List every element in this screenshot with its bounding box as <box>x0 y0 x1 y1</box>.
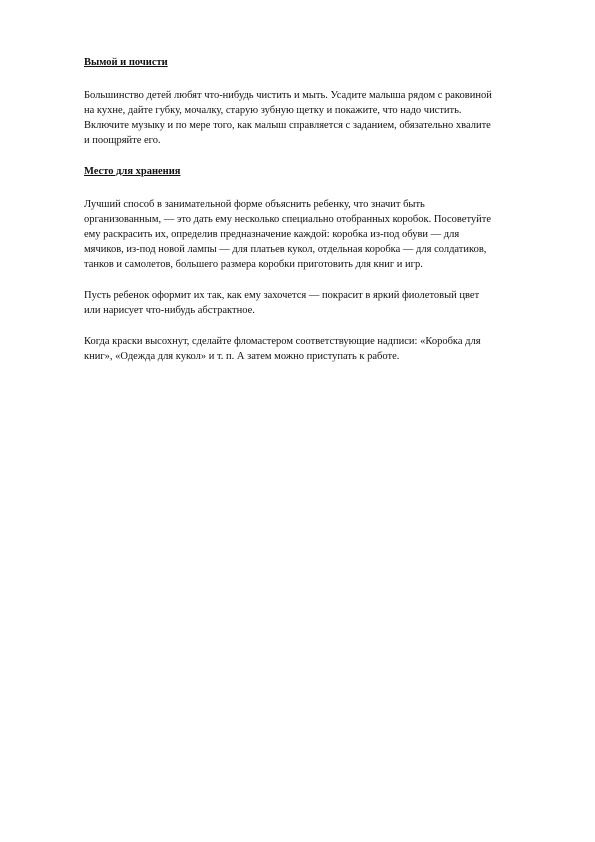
text-line: на кухне, дайте губку, мочалку, старую зубную щетку и покажите, что надо чистить. <box>84 105 462 116</box>
paragraph-wash <box>84 88 554 148</box>
text-line: или нарисует что-нибудь абстрактное. <box>84 305 255 316</box>
section-heading-storage: Место для хранения <box>84 166 181 177</box>
text-line: танков и самолетов, большего размера коробки приготовить для книг и игр. <box>84 259 423 270</box>
text-line: мячиков, из-под новой лампы — для платьев кукол, отдельная коробка — для солдатиков, <box>84 244 487 255</box>
text-line: и поощряйте его. <box>84 135 161 146</box>
paragraph-storage-decorate <box>84 288 554 318</box>
text-line: Лучший способ в занимательной форме объяснить ребенку, что значит быть <box>84 199 425 210</box>
text-line: ему раскрасить их, определив предназначение каждой: коробка из-под обуви — для <box>84 229 460 240</box>
paragraph-storage-intro <box>84 197 554 272</box>
text-line: Когда краски высохнут, сделайте фломастером соответствующие надписи: «Коробка для <box>84 336 481 347</box>
text-line: Пусть ребенок оформит их так, как ему захочется — покрасит в яркий фиолетовый цвет <box>84 290 480 301</box>
document-body <box>84 55 554 380</box>
text-line: Включите музыку и по мере того, как малыш справляется с заданием, обязательно хвалите <box>84 120 491 131</box>
text-line: Большинство детей любят что-нибудь чистить и мыть. Усадите малыша рядом с раковиной <box>84 90 492 101</box>
paragraph-storage-labels <box>84 334 554 364</box>
section-heading-wash: Вымой и почисти <box>84 57 168 68</box>
text-line: организованным, — это дать ему несколько специально отобранных коробок. Посоветуйте <box>84 214 492 225</box>
text-line: книг», «Одежда для кукол» и т. п. А затем можно приступать к работе. <box>84 351 400 362</box>
